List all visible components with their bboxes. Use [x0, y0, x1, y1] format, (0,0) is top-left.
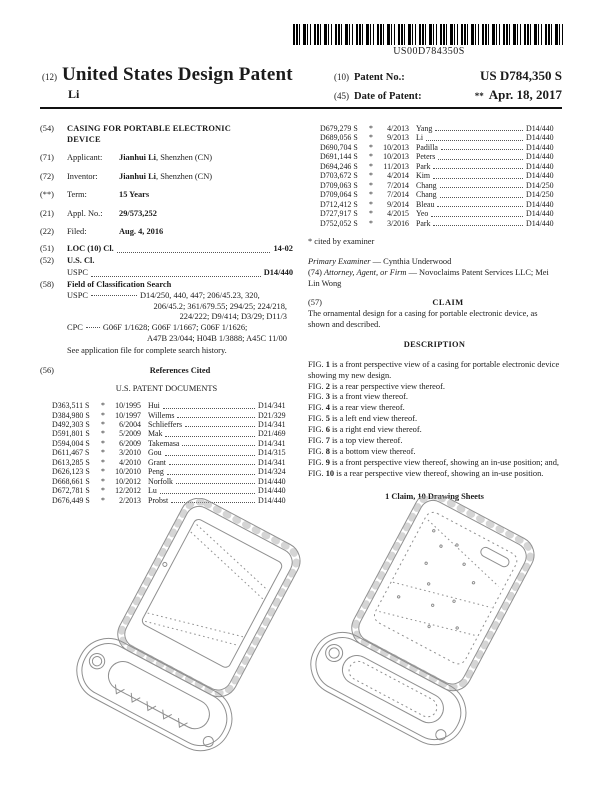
inventor-name: Jianhui Li [119, 171, 157, 181]
ref-class: D21/469 [258, 429, 286, 439]
fig-label: FIG. [308, 425, 324, 435]
ref-star: * [369, 180, 373, 190]
us-cl-code: (52) [40, 255, 54, 265]
invention-title-row [40, 124, 293, 146]
ref-date: 10/1997 [115, 410, 141, 420]
bib-label: Filed: [67, 227, 87, 237]
field-search-heading [40, 280, 293, 291]
ref-class: D14/250 [526, 180, 554, 190]
attorney-line [308, 268, 561, 290]
ref-patent-no: D709,063 S [320, 180, 358, 190]
ref-name: Peng [148, 467, 164, 477]
table-row [308, 219, 561, 228]
bib-code: (**) [40, 190, 54, 200]
fig-number: 4 [325, 403, 330, 413]
claim-text: The ornamental design for a casing for portable electronic device, as shown and described. [308, 308, 538, 329]
fig-text: is a rear perspective view thereof, showing an in-use position. [336, 468, 544, 478]
ref-star: * [369, 218, 373, 228]
primary-examiner-line [308, 257, 561, 268]
description-line [308, 360, 561, 382]
uspc-value: D14/440 [263, 267, 293, 277]
bib-label: Term: [67, 190, 87, 200]
ref-table-left [40, 401, 293, 505]
dot-leader [433, 178, 523, 179]
description-line [308, 425, 561, 436]
dot-leader [86, 327, 100, 328]
table-row [308, 171, 561, 180]
ref-name: Probst [148, 495, 169, 505]
ref-patent-no: D384,980 S [52, 410, 90, 420]
ref-name: Padilla [416, 142, 438, 152]
description-heading: DESCRIPTION [403, 339, 466, 349]
ref-name: Mak [148, 429, 163, 439]
ref-patent-no: D668,661 S [52, 476, 90, 486]
ref-name: Chang [416, 190, 437, 200]
claim-heading-row [308, 298, 561, 309]
description-line [308, 414, 561, 425]
dot-leader [163, 408, 255, 409]
field-search-cpc [40, 323, 293, 334]
ref-star: * [369, 152, 373, 162]
ref-name: Chang [416, 180, 437, 190]
table-row [40, 477, 293, 486]
loc-value: 14-02 [273, 243, 293, 253]
ref-patent-no: D594,004 S [52, 438, 90, 448]
table-row [40, 467, 293, 476]
ref-name: Takemasa [148, 438, 180, 448]
dot-leader [182, 445, 255, 446]
description-line [308, 458, 561, 469]
fig-label: FIG. [308, 403, 324, 413]
bib-row-applicant [40, 153, 293, 164]
references-cited-heading [40, 366, 293, 377]
header-left [42, 64, 334, 105]
left-column [40, 116, 293, 505]
ref-patent-no: D709,064 S [320, 190, 358, 200]
ref-name: Lu [148, 486, 157, 496]
table-row [308, 181, 561, 190]
applicant-location: , Shenzhen (CN) [156, 153, 213, 163]
ref-date: 3/2010 [119, 448, 141, 458]
bib-code: (22) [40, 227, 54, 237]
uspc-label: USPC [67, 290, 88, 300]
references-code: (56) [40, 366, 54, 376]
table-row [308, 152, 561, 161]
dot-leader [433, 168, 523, 169]
ref-patent-no: D689,056 S [320, 133, 358, 143]
fig-text: is a rear perspective view thereof. [331, 381, 445, 391]
us-cl-label: U.S. Cl. [67, 255, 95, 265]
attorney-name: Novoclaims Patent Services LLC; Mei Lin Wong [308, 268, 549, 289]
fig-number: 2 [325, 381, 330, 391]
inventor-surname: Li [68, 87, 80, 101]
ref-star: * [369, 171, 373, 181]
ref-class: D14/341 [258, 401, 286, 411]
references-title: References Cited [149, 366, 211, 376]
ref-date: 7/2014 [387, 190, 409, 200]
bib-value [119, 227, 293, 238]
examiner-name: Cynthia Underwood [383, 257, 452, 267]
ref-patent-no: D611,467 S [52, 448, 90, 458]
ref-class: D14/341 [258, 419, 286, 429]
ref-patent-no: D691,144 S [320, 152, 358, 162]
dot-leader [435, 130, 523, 131]
table-row [308, 133, 561, 142]
ref-date: 10/2013 [383, 152, 409, 162]
ref-star: * [101, 438, 105, 448]
fig-text: is a rear view thereof. [331, 403, 405, 413]
applicant-name: Jianhui Li [119, 153, 157, 163]
header-divider [40, 107, 562, 109]
ref-star: * [101, 486, 105, 496]
ref-name: Li [416, 133, 424, 143]
fig-label: FIG. [308, 458, 324, 467]
description-line [308, 436, 561, 447]
bib-label: Appl. No.: [67, 208, 103, 218]
table-row [40, 486, 293, 495]
dot-leader [91, 295, 137, 296]
bib-value [119, 209, 293, 220]
ref-patent-no: D752,052 S [320, 218, 358, 228]
dot-leader [431, 216, 523, 217]
cpc-classes: A47B 23/044; H04B 1/3888; A45C 11/00 [147, 334, 287, 344]
ref-star: * [101, 429, 105, 439]
ref-patent-no: D626,123 S [52, 467, 90, 477]
dot-leader [176, 483, 255, 484]
inventor-location: , Shenzhen (CN) [156, 171, 213, 181]
ref-star: * [369, 190, 373, 200]
ref-patent-no: D694,246 S [320, 161, 358, 171]
ref-star: * [101, 419, 105, 429]
filing-date: Aug. 4, 2016 [119, 227, 164, 237]
table-row [40, 448, 293, 457]
date-code: (45) [334, 90, 349, 101]
ref-date: 6/2009 [119, 438, 141, 448]
ref-name: Schlieffers [148, 419, 183, 429]
ref-date: 9/2013 [387, 133, 409, 143]
description-line [308, 392, 561, 403]
ref-star: * [101, 448, 105, 458]
ref-class: D14/250 [526, 190, 554, 200]
bib-code: (72) [40, 171, 54, 181]
bib-row-filed [40, 227, 293, 238]
table-row [308, 190, 561, 199]
fig-number: 10 [325, 468, 335, 478]
ref-date: 2/2013 [119, 495, 141, 505]
dot-leader [437, 206, 523, 207]
fig-number: 6 [325, 425, 330, 435]
fig-label: FIG. [308, 414, 324, 424]
ref-patent-no: D672,781 S [52, 486, 90, 496]
uspc-classes: 224/222; D9/414; D3/29; D11/3 [179, 312, 287, 322]
barcode-text: US00D784350S [393, 46, 465, 57]
dash: — [372, 257, 382, 267]
bib-value [119, 172, 293, 183]
page-title: United States Design Patent [62, 64, 293, 85]
uspc-row [40, 268, 293, 279]
ref-name: Norfolk [148, 476, 173, 486]
ref-date: 4/2010 [119, 457, 141, 467]
cited-by-examiner-note: * cited by examiner [308, 237, 375, 247]
dot-leader [160, 493, 255, 494]
dot-leader [117, 252, 271, 253]
body-columns [40, 116, 562, 505]
figure-rear-perspective [292, 496, 564, 798]
bib-label: Inventor: [67, 171, 98, 181]
bib-label: Applicant: [67, 153, 103, 163]
ref-class: D14/324 [258, 467, 286, 477]
description-block [308, 360, 561, 480]
document-header [42, 64, 562, 105]
ref-name: Grant [148, 457, 166, 467]
table-row [308, 124, 561, 133]
field-search-code: (58) [40, 279, 54, 289]
right-column [308, 116, 561, 505]
term-stars: ** [474, 90, 484, 101]
barcode-block [293, 24, 565, 57]
table-row [308, 162, 561, 171]
dot-leader [165, 455, 255, 456]
dot-leader [441, 149, 523, 150]
ref-name: Willems [148, 410, 175, 420]
ref-class: D14/440 [526, 161, 554, 171]
term-value: 15 Years [119, 190, 150, 200]
attorney-code: (74) [308, 268, 322, 278]
dot-leader [185, 426, 255, 427]
ref-date: 6/2004 [119, 419, 141, 429]
bib-row-appl-no [40, 209, 293, 220]
ref-class: D14/440 [526, 124, 554, 133]
bib-row-inventor [40, 172, 293, 183]
ref-patent-no: D690,704 S [320, 142, 358, 152]
ref-date: 12/2012 [115, 486, 141, 496]
table-row [308, 200, 561, 209]
loc-code: (51) [40, 243, 54, 253]
fig-text: is a bottom view thereof. [331, 447, 416, 457]
patent-no-value: US D784,350 S [480, 68, 562, 83]
ref-name: Yang [416, 124, 433, 133]
patent-no-label: Patent No.: [354, 72, 405, 83]
fig-label: FIG. [308, 468, 324, 478]
dot-leader [440, 197, 523, 198]
header-right [334, 64, 562, 105]
ref-class: D14/440 [526, 209, 554, 219]
fig-number: 1 [325, 359, 330, 369]
ref-star: * [101, 410, 105, 420]
field-search-uspc [40, 291, 293, 302]
dot-leader [167, 474, 255, 475]
ref-class: D14/440 [526, 152, 554, 162]
ref-name: Bleau [416, 199, 435, 209]
dash: — [408, 268, 417, 278]
ref-date: 4/2013 [387, 124, 409, 133]
dot-leader [91, 276, 261, 277]
ref-class: D14/341 [258, 457, 286, 467]
ref-name: Hui [148, 401, 160, 411]
bib-row-term [40, 190, 293, 201]
table-row [40, 439, 293, 448]
field-search-label: Field of Classification Search [67, 279, 172, 289]
ref-patent-no: D727,917 S [320, 209, 358, 219]
table-row [40, 401, 293, 410]
ref-class: D14/440 [258, 486, 286, 496]
ref-name: Park [416, 218, 431, 228]
invention-title: CASING FOR PORTABLE ELECTRONIC DEVICE [67, 124, 231, 144]
ref-star: * [369, 209, 373, 219]
ref-date: 7/2014 [387, 180, 409, 190]
description-line [308, 447, 561, 458]
uspc-classes: 206/45.2; 361/679.55; 294/25; 224/218, [153, 301, 287, 311]
ref-date: 4/2015 [387, 209, 409, 219]
ref-class: D14/440 [258, 495, 286, 505]
ref-patent-no: D712,412 S [320, 199, 358, 209]
examiner-label: Primary Examiner [308, 257, 371, 267]
ref-class: D14/440 [526, 142, 554, 152]
claim-code: (57) [308, 298, 322, 308]
ref-star: * [101, 467, 105, 477]
date-label: Date of Patent: [354, 90, 422, 102]
ref-date: 10/1995 [115, 401, 141, 411]
ref-star: * [369, 133, 373, 143]
fig-number: 8 [325, 447, 330, 457]
ref-date: 3/2016 [387, 218, 409, 228]
ref-star: * [101, 476, 105, 486]
ref-date: 10/2013 [383, 142, 409, 152]
ref-star: * [101, 495, 105, 505]
ref-name: Gou [148, 448, 162, 458]
bib-value [119, 190, 293, 201]
fig-text: is a front perspective view of a casing for portable electronic device showing my new design. [308, 359, 560, 380]
loc-label: LOC (10) Cl. [67, 243, 114, 253]
ref-name: Peters [416, 152, 436, 162]
ref-class: D14/440 [526, 199, 554, 209]
ref-name: Kim [416, 171, 431, 181]
claim-heading: CLAIM [432, 298, 464, 308]
fig-label: FIG. [308, 447, 324, 457]
fig-label: FIG. [308, 436, 324, 446]
fig-number: 5 [325, 414, 330, 424]
bib-value [119, 153, 293, 164]
date-value: Apr. 18, 2017 [488, 86, 562, 102]
loc-class-row [40, 244, 293, 255]
ref-date: 10/2010 [115, 467, 141, 477]
ref-date: 4/2014 [387, 171, 409, 181]
search-history-note: See application file for complete search history. [67, 346, 227, 356]
fig-text: is a right end view thereof. [331, 425, 422, 435]
ref-table-right [308, 124, 561, 228]
ref-date: 11/2013 [383, 161, 409, 171]
uspc-classes: D14/250, 440, 447; 206/45.23, 320, [139, 290, 260, 300]
kind-code: (12) [42, 72, 57, 82]
ref-date: 9/2014 [387, 199, 409, 209]
attorney-label: Attorney, Agent, or Firm [324, 268, 407, 278]
ref-date: 10/2012 [115, 476, 141, 486]
ref-class: D14/440 [526, 171, 554, 181]
ref-class: D14/440 [526, 133, 554, 143]
fig-number: 3 [325, 392, 330, 402]
fig-text: is a front perspective view thereof, showing an in-use position; and, [331, 458, 559, 467]
us-class-row [40, 256, 293, 267]
fig-text: is a front view thereof. [331, 392, 409, 402]
ref-class: D21/329 [258, 410, 286, 420]
fig-label: FIG. [308, 392, 324, 402]
dot-leader [438, 159, 523, 160]
fig-text: is a left end view thereof. [331, 414, 418, 424]
fig-text: is a top view thereof. [331, 436, 403, 446]
fig-label: FIG. [308, 359, 324, 369]
dot-leader [433, 225, 523, 226]
dot-leader [177, 417, 255, 418]
ref-star: * [369, 124, 373, 133]
table-row [308, 143, 561, 152]
application-number: 29/573,252 [119, 208, 157, 218]
dot-leader [165, 436, 255, 437]
table-row [40, 429, 293, 438]
bib-code: (71) [40, 153, 54, 163]
table-row [308, 209, 561, 218]
ref-name: Yeo [416, 209, 429, 219]
patent-no-code: (10) [334, 72, 349, 82]
cpc-classes: G06F 1/1628; G06F 1/1667; G06F 1/1626; [102, 323, 248, 333]
ref-class: D14/341 [258, 438, 286, 448]
ref-star: * [369, 142, 373, 152]
ref-star: * [369, 199, 373, 209]
description-line [308, 403, 561, 414]
description-line [308, 469, 561, 480]
invention-title-code: (54) [40, 124, 54, 133]
cpc-label: CPC [67, 323, 83, 333]
barcode-icon [293, 24, 565, 45]
drawing-figures [0, 496, 600, 800]
fig-number: 7 [325, 436, 330, 446]
table-row [40, 420, 293, 429]
ref-name: Park [416, 161, 431, 171]
table-row [40, 411, 293, 420]
ref-patent-no: D676,449 S [52, 495, 90, 505]
ref-patent-no: D613,285 S [52, 457, 90, 467]
ref-star: * [369, 161, 373, 171]
ref-star: * [101, 401, 105, 411]
dot-leader [169, 464, 255, 465]
ref-class: D14/315 [258, 448, 286, 458]
table-row [40, 458, 293, 467]
ref-patent-no: D591,801 S [52, 429, 90, 439]
dot-leader [426, 140, 523, 141]
drawing-sheets-note: 1 Claim, 10 Drawing Sheets [385, 491, 484, 501]
ref-patent-no: D363,511 S [52, 401, 90, 411]
ref-class: D14/440 [258, 476, 286, 486]
fig-number: 9 [325, 458, 330, 467]
ref-patent-no: D492,303 S [52, 419, 90, 429]
us-patent-documents-subheading: U.S. PATENT DOCUMENTS [115, 384, 218, 394]
description-line [308, 382, 561, 393]
ref-date: 5/2009 [119, 429, 141, 439]
fig-label: FIG. [308, 381, 324, 391]
uspc-label: USPC [67, 267, 88, 277]
ref-class: D14/440 [526, 218, 554, 228]
bib-code: (21) [40, 208, 54, 218]
ref-patent-no: D679,279 S [320, 124, 358, 133]
ref-star: * [101, 457, 105, 467]
ref-patent-no: D703,672 S [320, 171, 358, 181]
dot-leader [440, 187, 523, 188]
